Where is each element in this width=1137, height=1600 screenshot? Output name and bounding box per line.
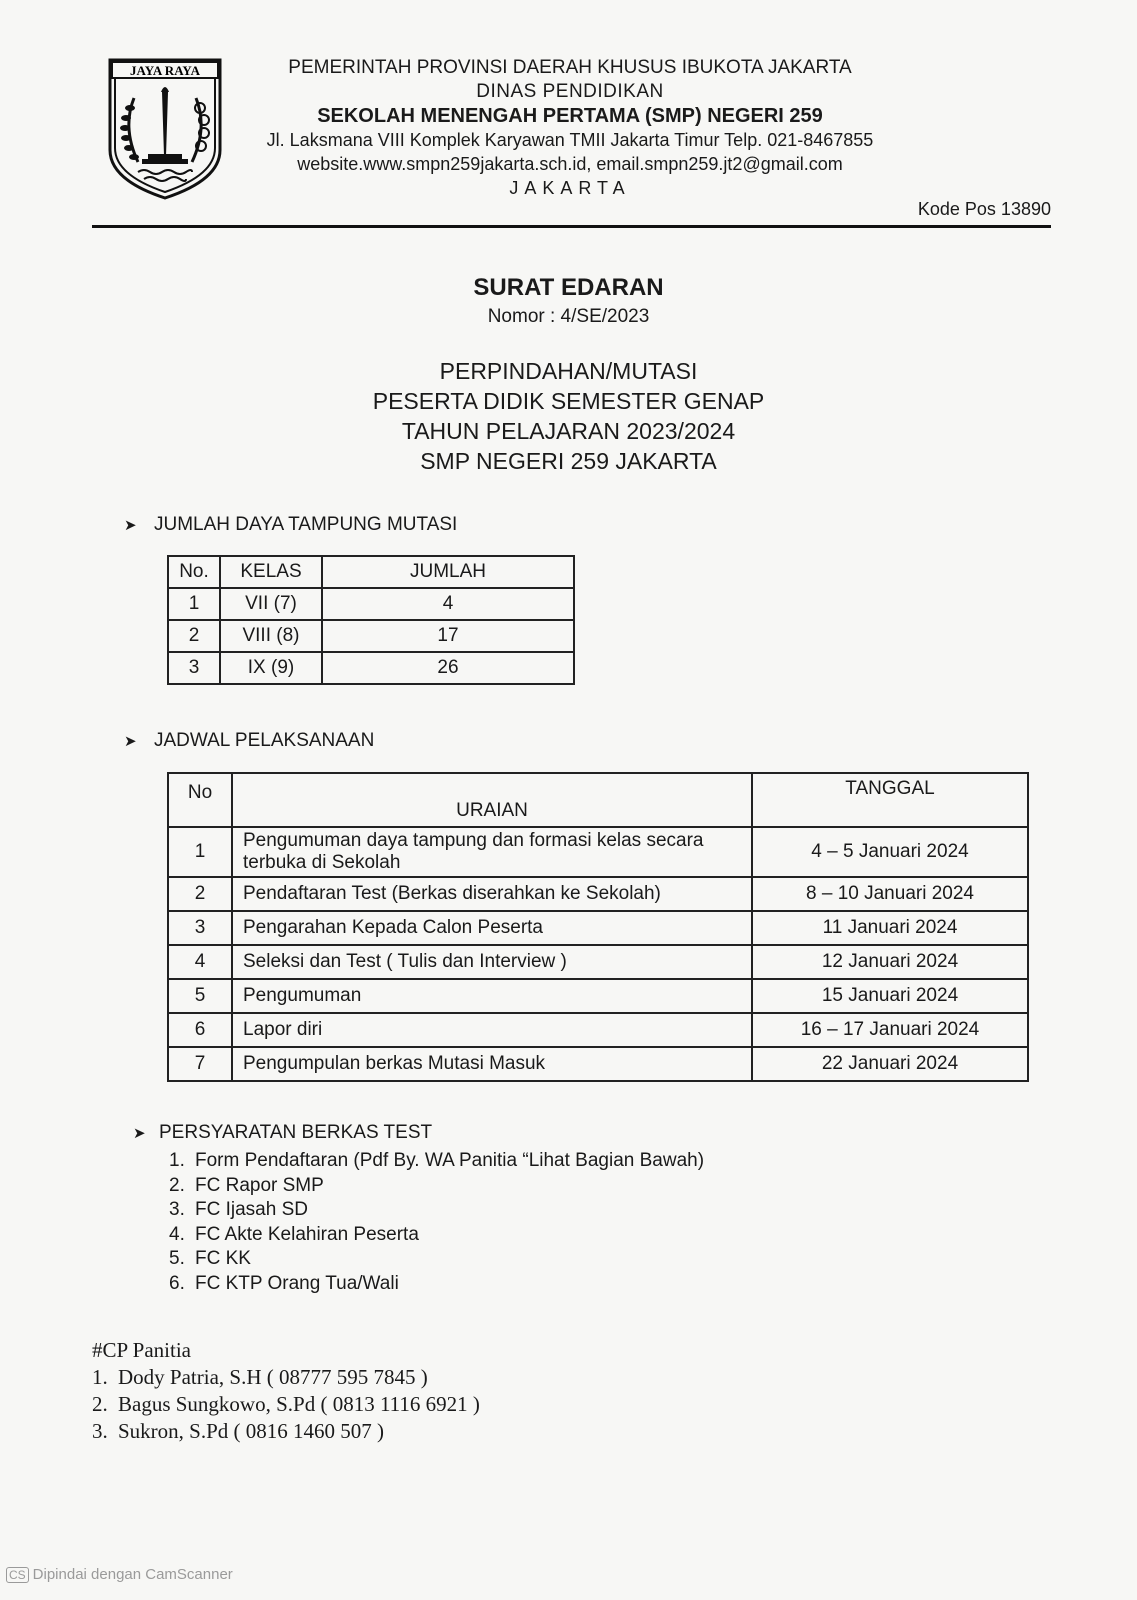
list-item-number: 3. — [92, 1419, 108, 1443]
section-schedule-label: JADWAL PELAKSANAAN — [154, 730, 375, 751]
table-row — [168, 911, 1028, 945]
letterhead-city: JAKARTA — [509, 178, 631, 198]
contact-person: Bagus Sungkowo, S.Pd ( 0813 1116 6921 ) — [118, 1392, 480, 1416]
document-subject — [0, 356, 1137, 476]
table-cell: Lapor diri — [232, 1013, 752, 1047]
list-item — [92, 1418, 480, 1445]
table-cell: Pengumuman — [232, 979, 752, 1013]
section-schedule-heading — [124, 730, 374, 752]
list-item-text: FC Rapor SMP — [195, 1174, 324, 1196]
requirements-list — [169, 1149, 704, 1296]
postal-code: Kode Pos 13890 — [917, 199, 1051, 219]
table-header-cell: KELAS — [220, 556, 322, 588]
table-cell: Pengarahan Kepada Calon Peserta — [232, 911, 752, 945]
table-cell: 15 Januari 2024 — [752, 979, 1028, 1013]
list-item — [169, 1198, 704, 1223]
list-item — [169, 1272, 704, 1297]
table-cell: Seleksi dan Test ( Tulis dan Interview ) — [232, 945, 752, 979]
list-item-text: FC KK — [195, 1248, 251, 1269]
table-header-cell: TANGGAL — [752, 773, 1028, 827]
table-cell: 16 – 17 Januari 2024 — [752, 1013, 1028, 1047]
table-cell: 1 — [168, 588, 220, 620]
list-item-number: 5. — [169, 1248, 185, 1269]
table-cell: 3 — [168, 911, 232, 945]
section-capacity-heading — [124, 514, 457, 536]
table-cell: 17 — [322, 620, 574, 652]
table-cell: 4 — [168, 945, 232, 979]
list-item-number: 2. — [92, 1392, 108, 1416]
list-item-number: 2. — [169, 1174, 185, 1196]
table-row — [168, 1013, 1028, 1047]
table-header-row — [168, 773, 1028, 827]
table-row — [168, 979, 1028, 1013]
table-cell: Pengumuman daya tampung dan formasi kelas secara terbuka di Sekolah — [232, 827, 752, 877]
section-requirements-heading — [133, 1122, 432, 1144]
table-row — [168, 652, 574, 684]
letterhead-department: DINAS PENDIDIKAN — [476, 81, 664, 102]
table-cell: 12 Januari 2024 — [752, 945, 1028, 979]
table-row — [168, 945, 1028, 979]
document-title: SURAT EDARAN — [473, 274, 664, 301]
table-cell: Pendaftaran Test (Berkas diserahkan ke Sekolah) — [232, 877, 752, 911]
list-item-text: Form Pendaftaran (Pdf By. WA Panitia “Lihat Bagian Bawah) — [195, 1150, 705, 1171]
list-item — [92, 1364, 480, 1391]
arrowhead-bullet-icon: ➤ — [124, 517, 137, 534]
list-item-text: FC Akte Kelahiran Peserta — [195, 1223, 419, 1245]
table-cell: VII (7) — [220, 588, 322, 620]
table-header-cell: No. — [168, 556, 220, 588]
contact-person: Dody Patria, S.H ( 08777 595 7845 ) — [118, 1365, 428, 1389]
table-cell: 26 — [322, 652, 574, 684]
table-row — [168, 1047, 1028, 1081]
list-item — [169, 1223, 704, 1248]
list-item-number: 1. — [92, 1365, 108, 1389]
scanner-watermark — [6, 1566, 233, 1583]
table-row — [168, 877, 1028, 911]
list-item — [92, 1391, 480, 1418]
letterhead-website-email: website.www.smpn259jakarta.sch.id, email.smpn259.jt2@gmail.com — [297, 154, 843, 174]
table-cell: VIII (8) — [220, 620, 322, 652]
capacity-table — [167, 555, 575, 685]
table-cell: 1 — [168, 827, 232, 877]
list-item — [169, 1174, 704, 1199]
contact-block — [92, 1337, 480, 1445]
list-item-text: FC Ijasah SD — [195, 1199, 308, 1220]
table-cell: 22 Januari 2024 — [752, 1047, 1028, 1081]
table-cell: 2 — [168, 877, 232, 911]
section-capacity-label: JUMLAH DAYA TAMPUNG MUTASI — [154, 514, 458, 535]
table-cell: Pengumpulan berkas Mutasi Masuk — [232, 1047, 752, 1081]
subject-line-4: SMP NEGERI 259 JAKARTA — [420, 448, 717, 474]
table-header-cell: JUMLAH — [322, 556, 574, 588]
table-cell: 7 — [168, 1047, 232, 1081]
table-header-cell: No — [168, 773, 232, 827]
table-cell: IX (9) — [220, 652, 322, 684]
jaya-raya-emblem-logo — [104, 58, 226, 200]
table-cell: 5 — [168, 979, 232, 1013]
arrowhead-bullet-icon: ➤ — [124, 733, 137, 750]
letterhead-government: PEMERINTAH PROVINSI DAERAH KHUSUS IBUKOTA JAKARTA — [288, 57, 852, 78]
letterhead-divider — [92, 225, 1051, 228]
table-header-row — [168, 556, 574, 588]
list-item-number: 1. — [169, 1150, 185, 1171]
table-cell: 4 – 5 Januari 2024 — [752, 827, 1028, 877]
contact-person: Sukron, S.Pd ( 0816 1460 507 ) — [118, 1419, 385, 1443]
contact-heading: #CP Panitia — [92, 1338, 191, 1362]
table-cell: 8 – 10 Januari 2024 — [752, 877, 1028, 911]
list-item-text: FC KTP Orang Tua/Wali — [195, 1272, 399, 1294]
table-cell: 3 — [168, 652, 220, 684]
scanner-watermark-text: Dipindai dengan CamScanner — [32, 1566, 233, 1583]
table-cell: 6 — [168, 1013, 232, 1047]
section-requirements-label: PERSYARATAN BERKAS TEST — [159, 1122, 433, 1143]
list-item-number: 4. — [169, 1223, 185, 1245]
table-cell: 11 Januari 2024 — [752, 911, 1028, 945]
letterhead-address: Jl. Laksmana VIII Komplek Karyawan TMII Jakarta Timur Telp. 021-8467855 — [266, 130, 874, 150]
list-item-number: 6. — [169, 1272, 185, 1294]
subject-line-3: TAHUN PELAJARAN 2023/2024 — [401, 418, 736, 444]
letterhead — [250, 56, 890, 200]
table-header-cell: URAIAN — [232, 773, 752, 827]
table-cell: 4 — [322, 588, 574, 620]
list-item — [169, 1247, 704, 1272]
table-row — [168, 588, 574, 620]
logo-banner-text: JAYA RAYA — [130, 63, 200, 78]
arrowhead-bullet-icon: ➤ — [133, 1125, 146, 1142]
table-row — [168, 620, 574, 652]
table-row — [168, 827, 1028, 877]
list-item-number: 3. — [169, 1199, 185, 1220]
subject-line-1: PERPINDAHAN/MUTASI — [439, 358, 698, 384]
document-number: Nomor : 4/SE/2023 — [487, 306, 650, 327]
camscanner-icon: CS — [6, 1567, 29, 1583]
letterhead-school-name: SEKOLAH MENENGAH PERTAMA (SMP) NEGERI 259 — [317, 105, 823, 127]
schedule-table — [167, 772, 1029, 1082]
table-cell: 2 — [168, 620, 220, 652]
list-item — [169, 1149, 704, 1174]
subject-line-2: PESERTA DIDIK SEMESTER GENAP — [372, 388, 765, 414]
